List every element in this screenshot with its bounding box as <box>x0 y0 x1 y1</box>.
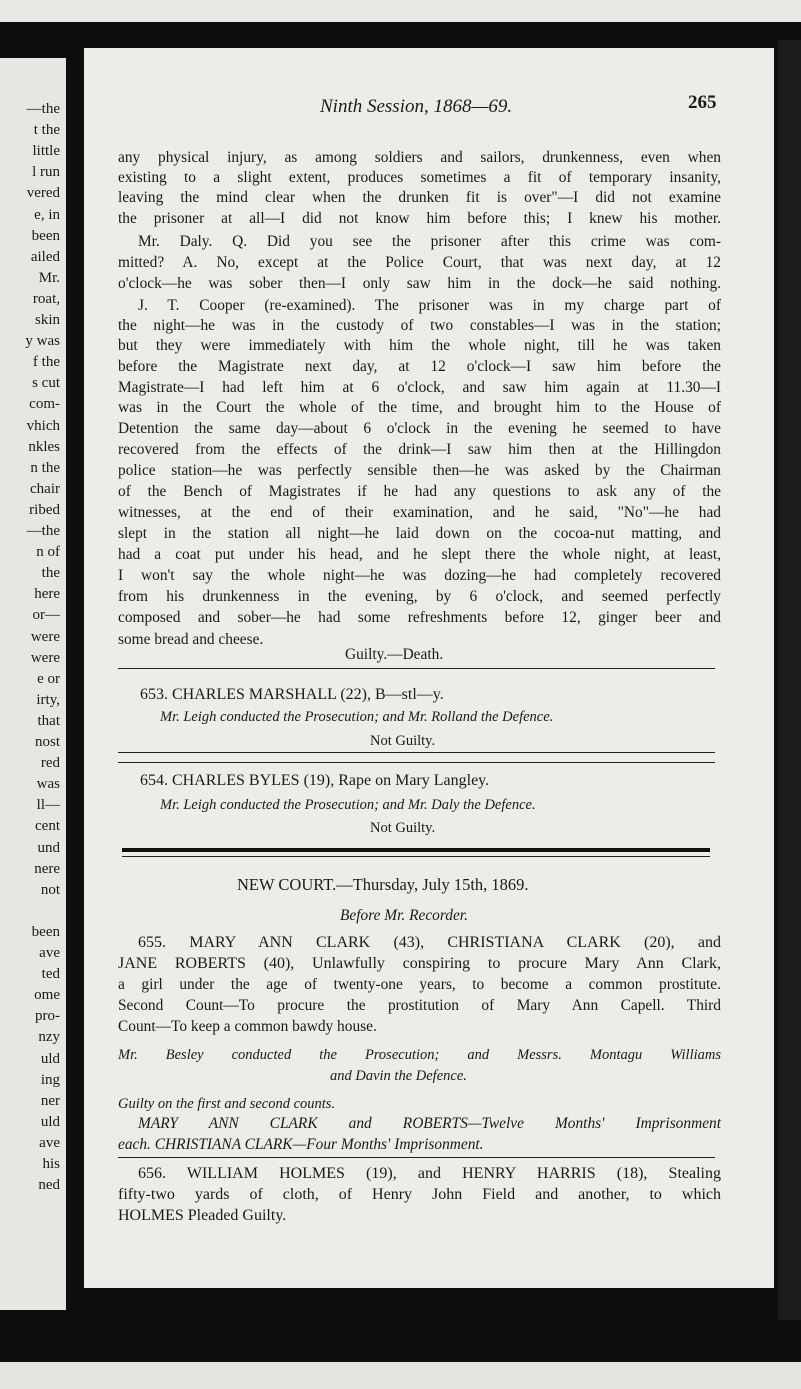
case-653-verdict: Not Guilty. <box>370 733 436 749</box>
left-page-fragment: ll— <box>36 797 60 814</box>
left-page-fragment: skin <box>34 312 60 328</box>
left-page-fragment: red <box>40 755 60 772</box>
left-page-fragment: —the <box>26 523 60 539</box>
left-page-fragment: roat, <box>32 290 60 307</box>
left-page-fragment: been <box>31 227 60 244</box>
left-page-fragment: ribed <box>29 501 60 518</box>
case-656-line: 656. WILLIAM HOLMES (19), and HENRY HARRIS (18), Stealing <box>138 1165 721 1182</box>
case-655-line: Second Count—To procure the prostitution of Mary Ann Capell. Third <box>118 997 721 1014</box>
testimony-line: witnesses, at the end of their examination, and he said, "No"—he had <box>118 504 721 521</box>
case-656-line: HOLMES Pleaded Guilty. <box>118 1207 287 1224</box>
running-header: Ninth Session, 1868—69. <box>320 96 513 117</box>
left-page-fragment: nere <box>34 860 60 877</box>
testimony-line: recovered from the effects of the drink—I saw him then at the Hillingdon <box>118 441 721 458</box>
left-page-fragment: ing <box>40 1071 60 1088</box>
left-page-fragment: uld <box>40 1113 60 1130</box>
testimony-line: J. T. Cooper (re-examined). The prisoner was in my charge part of <box>138 297 721 314</box>
left-page-fragment: n the <box>30 459 60 476</box>
testimony-line: Detention the same day—about 6 o'clock in the evening he seemed to have <box>118 420 721 437</box>
left-page-fragment: ome <box>34 987 60 1004</box>
divider <box>118 1157 715 1158</box>
before-recorder: Before Mr. Recorder. <box>340 907 468 924</box>
divider <box>118 762 715 763</box>
left-page-fragment: not <box>40 881 60 898</box>
testimony-line: the night—he was in the custody of two constables—I was in the station; <box>118 317 721 334</box>
left-page-fragment: e or <box>37 670 60 687</box>
testimony-line: mitted? A. No, except at the Police Court, that was next day, at 12 <box>118 254 721 271</box>
left-page-fragment: was <box>36 776 60 793</box>
testimony-line: leaving the mind clear when the drunken fit is over"—I did not examine <box>118 189 721 206</box>
divider <box>122 856 710 857</box>
left-page-fragment: uld <box>40 1050 60 1067</box>
left-page-fragment: s cut <box>32 375 60 392</box>
left-page-fragment: here <box>34 586 60 603</box>
left-page-fragment: com- <box>29 396 60 413</box>
left-page-fragment: vhich <box>26 417 60 434</box>
left-page-fragment: or— <box>32 607 60 624</box>
left-page-fragment: the <box>41 565 60 582</box>
case-653-title: 653. CHARLES MARSHALL (22), B—stl—y. <box>140 686 444 703</box>
left-page-fragment: n of <box>36 544 60 561</box>
left-page-fragment: nost <box>34 734 60 750</box>
verdict-death: Guilty.—Death. <box>345 646 444 663</box>
left-page-fragment: f the <box>32 354 60 371</box>
testimony-line: Mr. Daly. Q. Did you see the prisoner after this crime was com- <box>138 233 721 250</box>
case-654-verdict: Not Guilty. <box>370 820 436 836</box>
case-655-sentence: MARY ANN CLARK and ROBERTS—Twelve Months' Imprisonment <box>138 1115 721 1132</box>
case-655-sentence-cont: each. CHRISTIANA CLARK—Four Months' Imprisonment. <box>118 1136 484 1153</box>
left-page-fragment: nzy <box>38 1029 60 1046</box>
case-655-line: a girl under the age of twenty-one years, to become a common prostitute. <box>118 976 721 993</box>
left-page-fragment: nkles <box>28 438 60 455</box>
testimony-line: before the Magistrate next day, at 12 o'clock—I saw him before the <box>118 358 721 375</box>
left-page-fragment: been <box>31 923 60 940</box>
testimony-line: existing to a slight extent, produces sometimes a fit of temporary insanity, <box>118 169 721 186</box>
testimony-line: but they were immediately with him the whole night, till he was taken <box>118 337 721 354</box>
left-page-fragment: were <box>30 628 60 645</box>
left-page-fragment: l run <box>32 164 60 181</box>
left-page-fragment: Mr. <box>38 269 60 286</box>
left-page-fragment: vered <box>26 185 60 202</box>
left-page-fragment: e, in <box>34 206 60 223</box>
case-653-counsel: Mr. Leigh conducted the Prosecution; and Mr. Rolland the Defence. <box>160 709 554 725</box>
testimony-line: slept in the station all night—he laid down on the cocoa-nut matting, and <box>118 525 721 542</box>
new-court-heading: NEW COURT.—Thursday, July 15th, 1869. <box>237 875 529 894</box>
left-page-edge <box>0 58 66 1310</box>
left-page-fragment: that <box>37 712 60 729</box>
scan-right-edge <box>778 40 801 1320</box>
left-page-fragment: y was <box>25 333 60 350</box>
case-655-counsel-cont: and Davin the Defence. <box>330 1068 467 1084</box>
case-654-title: 654. CHARLES BYLES (19), Rape on Mary Langley. <box>140 772 490 789</box>
section-divider <box>122 848 710 852</box>
case-655-verdict: Guilty on the first and second counts. <box>118 1096 336 1112</box>
testimony-line: composed and sober—he had some refreshments before 12, ginger beer and <box>118 609 721 626</box>
testimony-line: any physical injury, as among soldiers and sailors, drunkenness, even when <box>118 149 721 166</box>
divider <box>118 752 715 753</box>
testimony-line: of the Bench of Magistrates if he had any questions to ask any of the <box>118 483 721 500</box>
case-656-line: fifty-two yards of cloth, of Henry John Field and another, to which <box>118 1186 721 1203</box>
testimony-line: Magistrate—I had left him at 6 o'clock, and saw him again at 11.30—I <box>118 379 721 396</box>
page-number: 265 <box>688 92 717 113</box>
left-page-fragment: ave <box>39 945 60 961</box>
scan-bottom-margin <box>0 1362 801 1389</box>
case-655-line: Count—To keep a common bawdy house. <box>118 1018 377 1035</box>
left-page-fragment: pro- <box>35 1008 60 1025</box>
case-654-counsel: Mr. Leigh conducted the Prosecution; and Mr. Daly the Defence. <box>160 797 536 813</box>
case-655-counsel: Mr. Besley conducted the Prosecution; and Messrs. Montagu Williams <box>118 1047 721 1063</box>
left-page-fragment: irty, <box>36 691 60 708</box>
testimony-line: from his drunkenness in the evening, by 6 o'clock, and seemed perfectly <box>118 588 721 605</box>
testimony-line: o'clock—he was sober then—I only saw him in the dock—he said nothing. <box>118 275 721 292</box>
testimony-line: police station—he was perfectly sensible then—he was asked by the Chairman <box>118 462 721 479</box>
left-page-fragment: ailed <box>30 248 60 265</box>
testimony-line: I won't say the whole night—he was dozing—he had completely recovered <box>118 567 721 584</box>
divider <box>118 668 715 669</box>
case-655-line: 655. MARY ANN CLARK (43), CHRISTIANA CLARK (20), and <box>138 934 721 951</box>
scan-top-margin <box>0 0 801 22</box>
left-page-fragment: cent <box>35 818 60 835</box>
left-page-fragment: ted <box>41 966 60 983</box>
left-page-fragment: little <box>32 143 60 160</box>
testimony-line: the prisoner at all—I did not know him before this; I knew his mother. <box>118 210 721 227</box>
left-page-fragment: ave <box>39 1134 60 1151</box>
left-page-fragment: his <box>42 1156 60 1172</box>
left-page-fragment: und <box>37 839 60 856</box>
left-page-fragment: —the <box>26 101 60 117</box>
case-655-line: JANE ROBERTS (40), Unlawfully conspiring to procure Mary Ann Clark, <box>118 955 721 972</box>
testimony-line: had a coat put under his head, and he slept there the whole night, at least, <box>118 546 721 563</box>
testimony-line: some bread and cheese. <box>118 631 264 648</box>
left-page-fragment: t the <box>33 122 60 139</box>
left-page-fragment: ner <box>40 1092 60 1109</box>
left-page-fragment: chair <box>30 480 60 497</box>
testimony-line: was in the Court the whole of the time, and brought him to the House of <box>118 399 721 416</box>
left-page-fragment: ned <box>38 1177 60 1194</box>
left-page-fragment: were <box>30 649 60 666</box>
